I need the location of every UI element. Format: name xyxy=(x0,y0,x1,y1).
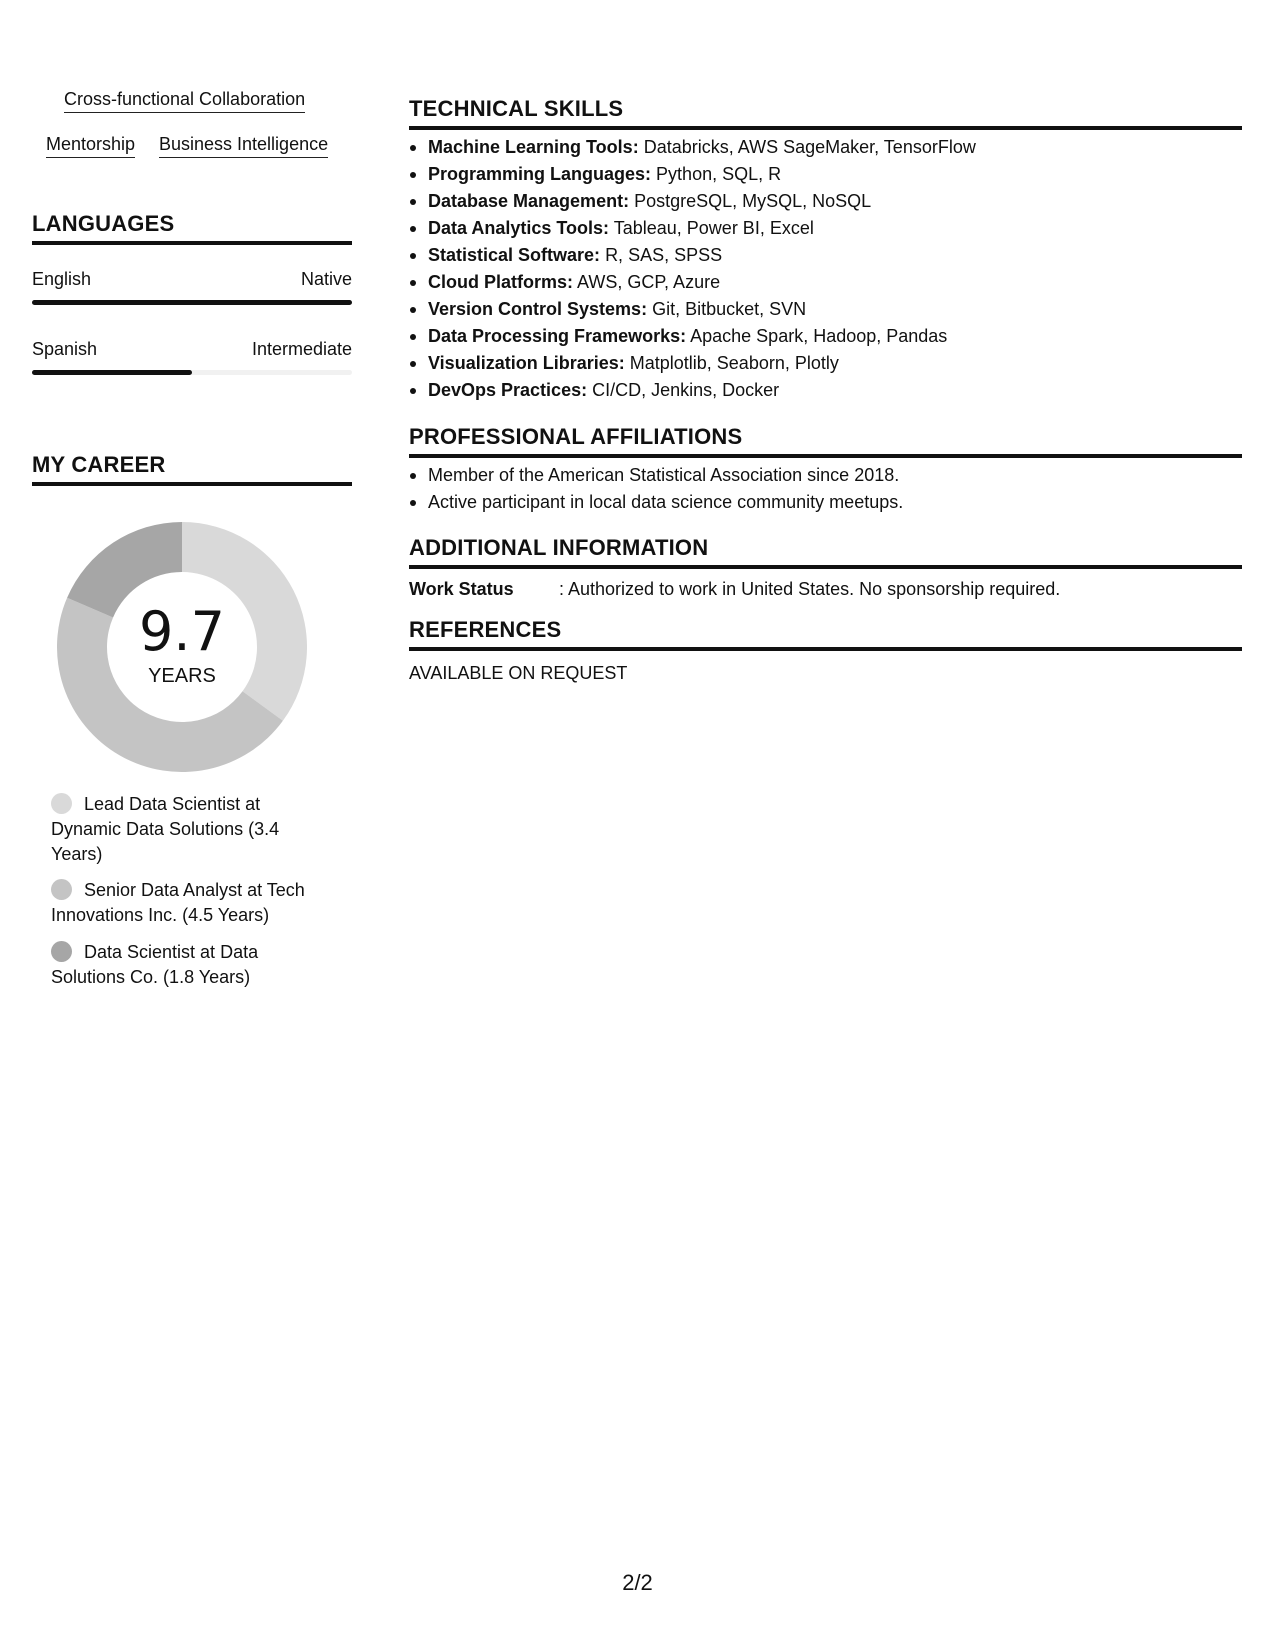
language-proficiency-bar xyxy=(32,300,352,305)
skill-values: AWS, GCP, Azure xyxy=(577,272,721,292)
language-row-spanish xyxy=(32,338,352,360)
skill-values: Matplotlib, Seaborn, Plotly xyxy=(629,353,839,373)
language-level: Intermediate xyxy=(251,339,352,359)
section-divider xyxy=(409,454,1242,458)
affiliations-list xyxy=(409,462,1242,516)
skill-tag: Mentorship xyxy=(46,133,135,158)
affiliation-item: Member of the American Statistical Association since 2018. xyxy=(409,462,1242,489)
career-legend-item xyxy=(51,792,331,867)
page-number: 2/2 xyxy=(622,1570,653,1595)
languages-title: LANGUAGES xyxy=(32,211,175,236)
career-title: MY CAREER xyxy=(32,452,166,477)
language-row-english xyxy=(32,268,352,290)
skill-item xyxy=(409,269,1242,296)
affiliations-title: PROFESSIONAL AFFILIATIONS xyxy=(409,424,743,449)
skill-category: Machine Learning Tools: xyxy=(428,137,639,157)
skill-values: CI/CD, Jenkins, Docker xyxy=(592,380,780,400)
languages-section xyxy=(32,211,352,245)
skill-values: Python, SQL, R xyxy=(656,164,782,184)
section-divider xyxy=(32,482,352,486)
legend-label: Senior Data Analyst at Tech Innovations Inc. (4.5 Years) xyxy=(51,880,305,925)
work-status-label: Work Status xyxy=(409,579,514,599)
skill-item xyxy=(409,242,1242,269)
skill-item xyxy=(409,377,1242,404)
skill-values: Git, Bitbucket, SVN xyxy=(652,299,807,319)
skill-category: Version Control Systems: xyxy=(428,299,648,319)
affiliations-section xyxy=(409,424,1242,516)
work-status-row xyxy=(409,577,1242,601)
section-divider xyxy=(409,647,1242,651)
skill-category: Statistical Software: xyxy=(428,245,601,265)
additional-info-title: ADDITIONAL INFORMATION xyxy=(409,535,709,560)
career-years-label: YEARS xyxy=(148,665,216,687)
legend-swatch-icon xyxy=(51,941,72,962)
work-status-value: : Authorized to work in United States. No sponsorship required. xyxy=(559,579,1061,599)
career-legend-item xyxy=(51,940,331,990)
skill-values: PostgreSQL, MySQL, NoSQL xyxy=(634,191,872,211)
references-section xyxy=(409,617,1242,685)
skill-tag: Cross-functional Collaboration xyxy=(64,88,305,113)
language-name: Spanish xyxy=(32,339,98,359)
skill-category: Database Management: xyxy=(428,191,630,211)
skill-values: R, SAS, SPSS xyxy=(605,245,723,265)
career-legend-item xyxy=(51,878,331,928)
career-total-years: 9.7 xyxy=(139,600,225,663)
skill-item xyxy=(409,323,1242,350)
section-divider xyxy=(409,565,1242,569)
skill-category: Visualization Libraries: xyxy=(428,353,625,373)
references-text: AVAILABLE ON REQUEST xyxy=(409,663,628,683)
language-name: English xyxy=(32,269,92,289)
language-proficiency-fill xyxy=(32,370,192,375)
skill-values: Apache Spark, Hadoop, Pandas xyxy=(690,326,948,346)
skill-item xyxy=(409,188,1242,215)
technical-skills-section xyxy=(409,96,1242,404)
skill-category: DevOps Practices: xyxy=(428,380,588,400)
legend-swatch-icon xyxy=(51,793,72,814)
additional-info-section xyxy=(409,535,1242,601)
section-divider xyxy=(32,241,352,245)
career-section xyxy=(32,452,352,486)
skill-item xyxy=(409,215,1242,242)
skill-values: Databricks, AWS SageMaker, TensorFlow xyxy=(643,137,976,157)
technical-skills-title: TECHNICAL SKILLS xyxy=(409,96,624,121)
language-level: Native xyxy=(300,269,352,289)
skill-item xyxy=(409,350,1242,377)
career-donut-chart xyxy=(57,522,307,772)
skill-values: Tableau, Power BI, Excel xyxy=(613,218,814,238)
skill-category: Data Analytics Tools: xyxy=(428,218,610,238)
skill-category: Cloud Platforms: xyxy=(428,272,574,292)
skill-category: Data Processing Frameworks: xyxy=(428,326,687,346)
language-proficiency-bar xyxy=(32,370,352,375)
language-proficiency-fill xyxy=(32,300,352,305)
skill-item xyxy=(409,161,1242,188)
legend-label: Lead Data Scientist at Dynamic Data Solutions (3.4 Years) xyxy=(51,794,280,864)
section-divider xyxy=(409,126,1242,130)
skill-tag: Business Intelligence xyxy=(159,133,328,158)
skill-category: Programming Languages: xyxy=(428,164,652,184)
references-title: REFERENCES xyxy=(409,617,562,642)
skill-item xyxy=(409,296,1242,323)
legend-label: Data Scientist at Data Solutions Co. (1.8 Years) xyxy=(51,942,259,987)
skill-item xyxy=(409,134,1242,161)
legend-swatch-icon xyxy=(51,879,72,900)
technical-skills-list xyxy=(409,134,1242,404)
affiliation-item: Active participant in local data science community meetups. xyxy=(409,489,1242,516)
